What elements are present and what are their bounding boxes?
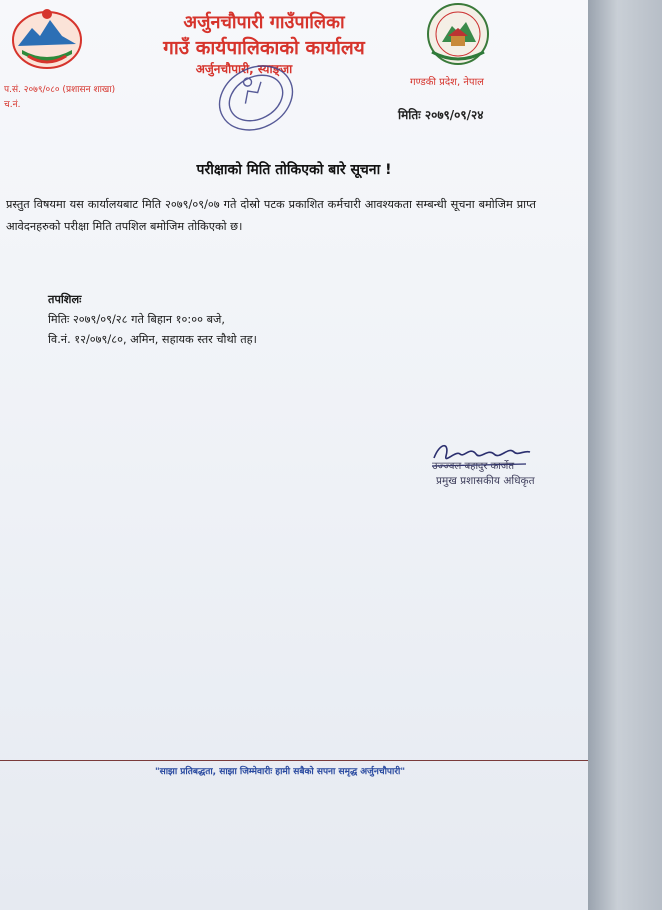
schedule-date-line: मितिः २०७९/०९/२८ गते बिहान १०:०० बजे, bbox=[48, 313, 225, 326]
province-label: गण्डकी प्रदेश, नेपाल bbox=[410, 77, 484, 88]
letter-date: मितिः २०७९/०९/२४ bbox=[398, 108, 484, 122]
signatory-name: उज्ज्वल बहादुर कार्जेत bbox=[432, 461, 515, 472]
notice-body: प्रस्तुत विषयमा यस कार्यालयबाट मिति २०७९/०९/०७ गते दोस्रो पटक प्रकाशित कर्मचारी आवश्यकता सम्बन्धी सूचना बमोजिम प्राप्त आवेदनहरुको परीक्षा मिति तपशिल बमोजिम तोकिएको छ। bbox=[6, 198, 536, 233]
schedule-block bbox=[48, 290, 257, 350]
dispatch-number: च.नं. bbox=[4, 100, 21, 110]
footer-slogan: "साझा प्रतिबद्धता, साझा जिम्मेवारीः हामी सबैको सपना समृद्ध अर्जुनचौपारी" bbox=[154, 767, 406, 777]
schedule-label: तपशिलः bbox=[48, 293, 82, 306]
schedule-position-line: वि.नं. १२/०७९/८०, अमिन, सहायक स्तर चौथो तह। bbox=[48, 333, 257, 346]
office-location: अर्जुनचौपारी, स्याङ्जा bbox=[195, 62, 293, 76]
reference-number: प.सं. २०७९/०८० (प्रशासन शाखा) bbox=[4, 85, 116, 95]
office-stamp bbox=[208, 58, 304, 138]
office-name: गाउँ कार्यपालिकाको कार्यालय bbox=[163, 37, 365, 59]
signatory-designation: प्रमुख प्रशासकीय अधिकृत bbox=[436, 475, 535, 487]
notice-title: परीक्षाको मिति तोकिएको बारे सूचना ! bbox=[196, 162, 392, 178]
scan-edge bbox=[588, 0, 662, 910]
municipality-name: अर्जुनचौपारी गाउँपालिका bbox=[183, 12, 345, 33]
footer-divider bbox=[0, 760, 588, 761]
municipality-logo bbox=[418, 2, 498, 68]
